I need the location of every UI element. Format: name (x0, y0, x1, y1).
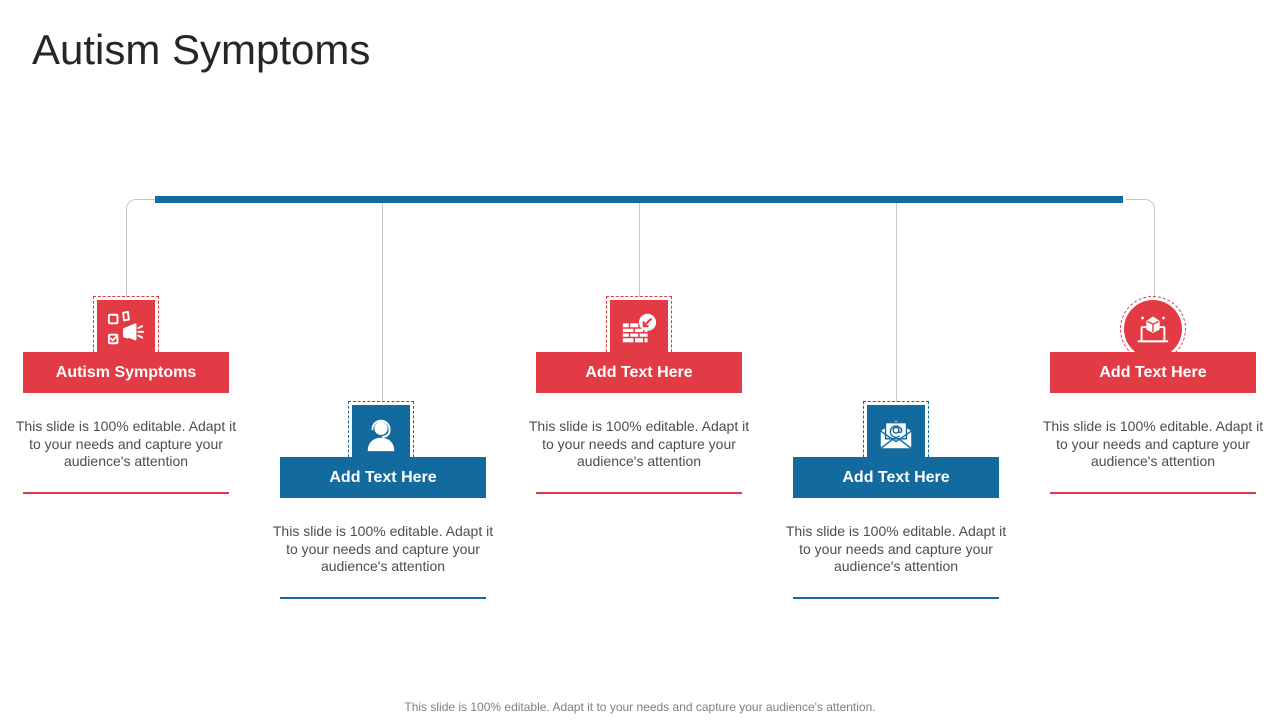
email-envelope-icon (867, 405, 925, 463)
connector-line (639, 203, 640, 297)
item-label: Add Text Here (536, 352, 742, 393)
connector-line (896, 203, 897, 402)
item-underline (1050, 492, 1256, 494)
connector-line (382, 203, 383, 402)
item-underline (536, 492, 742, 494)
item-underline (280, 597, 486, 599)
connector-elbow-left (126, 199, 155, 298)
slide-footer-note: This slide is 100% editable. Adapt it to your needs and capture your audience's attention. (404, 700, 876, 714)
item-label: Add Text Here (793, 457, 999, 498)
item-description: This slide is 100% editable. Adapt it to your needs and capture your audience's attention (1042, 418, 1264, 469)
connector-elbow-right (1126, 199, 1155, 298)
item-underline (793, 597, 999, 599)
item-description: This slide is 100% editable. Adapt it to your needs and capture your audience's attention (785, 523, 1007, 574)
item-label: Add Text Here (1050, 352, 1256, 393)
firewall-icon (610, 300, 668, 358)
laptop-box-icon (1124, 300, 1182, 358)
item-underline (23, 492, 229, 494)
slide-title: Autism Symptoms (32, 26, 371, 73)
timeline-bar (155, 196, 1123, 203)
user-headset-icon (352, 405, 410, 463)
item-description: This slide is 100% editable. Adapt it to your needs and capture your audience's attention (272, 523, 494, 574)
item-description: This slide is 100% editable. Adapt it to your needs and capture your audience's attention (15, 418, 237, 469)
marketing-megaphone-icon (97, 300, 155, 358)
item-description: This slide is 100% editable. Adapt it to your needs and capture your audience's attention (528, 418, 750, 469)
item-label: Autism Symptoms (23, 352, 229, 393)
item-label: Add Text Here (280, 457, 486, 498)
